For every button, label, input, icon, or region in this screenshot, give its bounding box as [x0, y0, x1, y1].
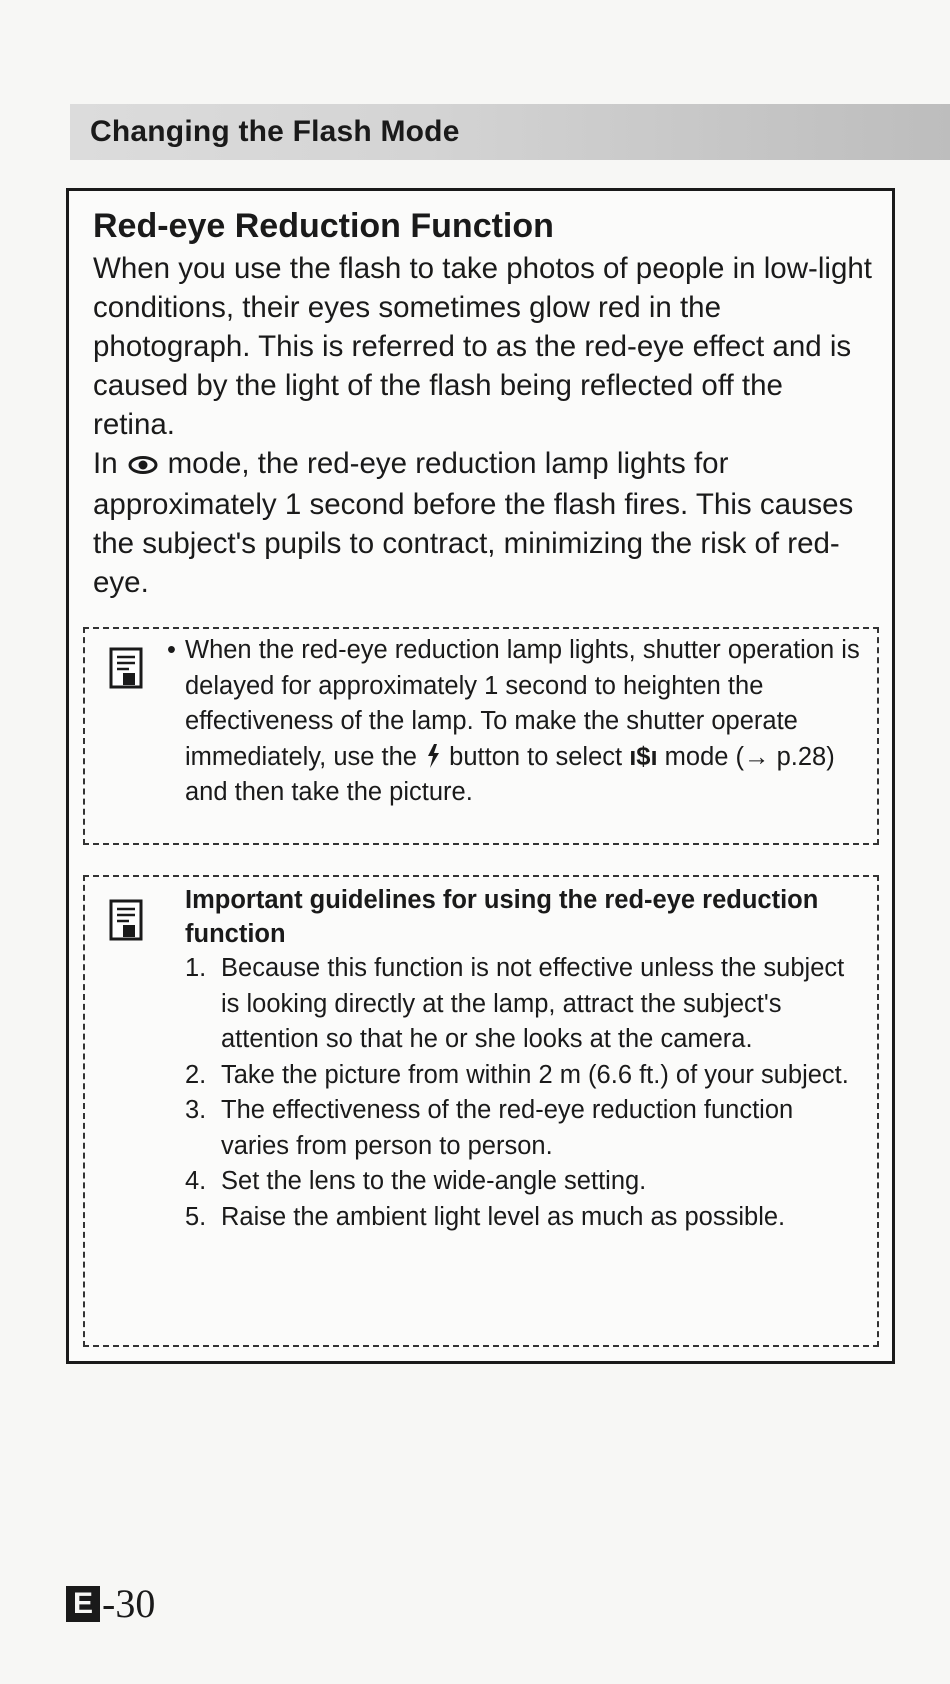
- red-eye-icon: [128, 446, 158, 485]
- paragraph-2-end: mode, the red-eye reduction lamp lights for approximately 1 second before the flash fires. This causes the subject's pupils to contract, minimizing the risk of red-eye.: [93, 447, 854, 599]
- note-icon: [109, 899, 143, 946]
- flash-button-icon: [424, 743, 442, 771]
- guidelines-list: [185, 951, 865, 1235]
- slow-sync-mode-icon: ı$ı: [629, 742, 658, 771]
- list-number: 5.: [185, 1202, 207, 1231]
- list-item: [185, 1058, 865, 1094]
- list-text: Set the lens to the wide-angle setting.: [221, 1167, 647, 1195]
- paragraph-2-start: In: [93, 447, 118, 480]
- main-content-box: [66, 188, 895, 1364]
- page-number-text: -30: [102, 1581, 156, 1626]
- note-icon: [109, 647, 143, 694]
- note-box-shutter: [83, 627, 879, 845]
- list-text: The effectiveness of the red-eye reduction function varies from person to person.: [221, 1096, 794, 1160]
- list-text: Raise the ambient light level as much as possible.: [221, 1202, 786, 1231]
- list-item: [185, 1164, 865, 1200]
- section-title: Red-eye Reduction Function: [93, 207, 554, 245]
- list-text: Take the picture from within 2 m (6.6 ft.) of your subject.: [221, 1060, 849, 1089]
- section-header-bar: [70, 104, 950, 160]
- list-number: 2.: [185, 1060, 207, 1089]
- note-box-guidelines: [83, 875, 879, 1347]
- list-number: 3.: [185, 1096, 207, 1124]
- language-badge: E: [66, 1586, 100, 1622]
- list-item: [185, 1093, 865, 1164]
- list-item: [185, 1200, 865, 1236]
- note1-text: [167, 633, 875, 811]
- note1-text-a: When the red-eye reduction lamp lights, shutter operation is delayed for approximately 1 second to heighten the effectiveness of the lamp. To make the shutter operate immediately, use the: [185, 636, 860, 771]
- list-item: [185, 951, 865, 1058]
- paragraph-2: [93, 444, 873, 602]
- list-text: Because this function is not effective unless the subject is looking directly at the lamp, attract the subject's attention so that he or she looks at the camera.: [221, 954, 845, 1053]
- body-text: [93, 249, 873, 602]
- guidelines-heading: Important guidelines for using the red-eye reduction function: [185, 886, 819, 948]
- list-number: 1.: [185, 954, 207, 982]
- bullet: •: [167, 636, 176, 664]
- note1-text-b: button to select: [449, 742, 623, 771]
- list-number: 4.: [185, 1167, 207, 1195]
- page-number: [66, 1580, 155, 1627]
- note1-text-c: mode (→ p.28) and then take the picture.: [185, 742, 835, 806]
- header-title: Changing the Flash Mode: [90, 115, 460, 148]
- paragraph-1: When you use the flash to take photos of people in low-light conditions, their eyes sometimes glow red in the photograph. This is referred to as the red-eye effect and is caused by the light of the flash being reflected off the retina.: [93, 252, 872, 441]
